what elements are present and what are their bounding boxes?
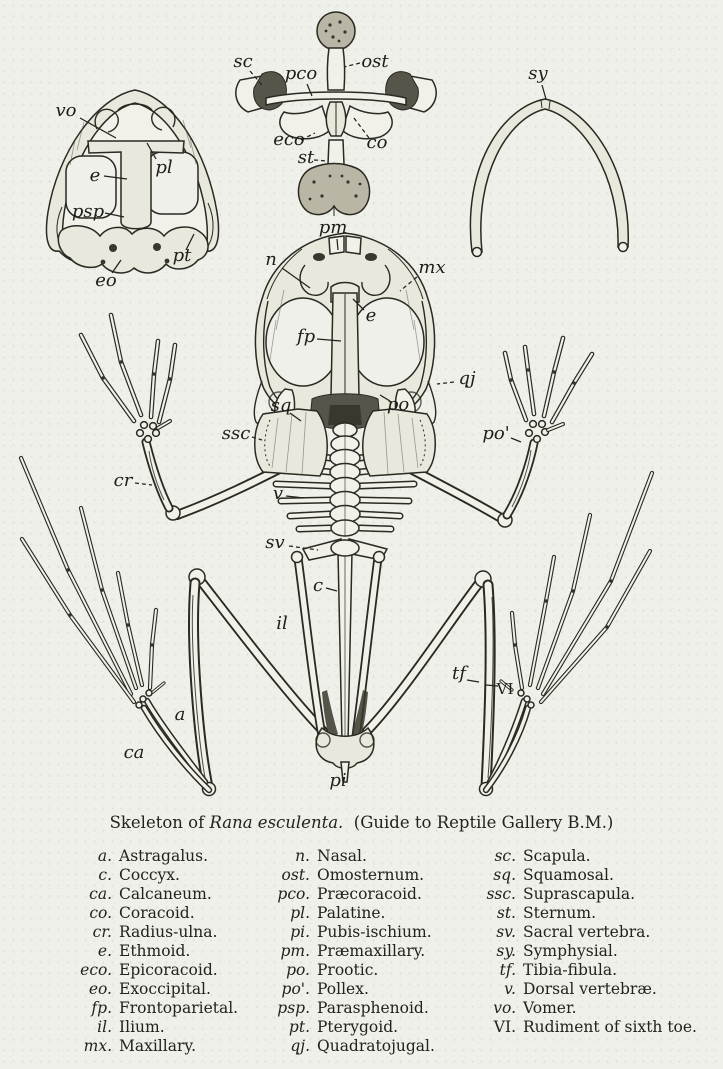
label-leader-line xyxy=(542,85,546,99)
legend-abbr: pm. xyxy=(280,942,310,960)
legend-abbr: fp. xyxy=(91,999,112,1017)
shoulder-girdle-drawing xyxy=(236,12,436,216)
legend-name: Sternum. xyxy=(523,904,597,922)
legend-name: Suprascapula. xyxy=(523,885,636,903)
figure-label-VI: VI xyxy=(496,680,514,698)
figure-label-pco: pco xyxy=(284,63,318,84)
legend-entry xyxy=(244,942,435,961)
legend-name: Parasphenoid. xyxy=(317,999,429,1017)
legend-entry xyxy=(244,866,435,885)
legend-abbr: VI. xyxy=(493,1018,516,1036)
legend-abbr: po. xyxy=(286,961,310,979)
legend-entry xyxy=(452,923,697,942)
figure-label-c: c xyxy=(312,575,324,596)
figure-label-a: a xyxy=(174,704,186,725)
legend-entry xyxy=(452,1018,697,1037)
figure-label-mx: mx xyxy=(418,257,446,278)
legend-entry xyxy=(44,923,238,942)
legend-abbr: n. xyxy=(295,847,310,865)
legend-entry xyxy=(44,942,238,961)
legend-abbr: sv. xyxy=(496,923,516,941)
legend-abbr: ca. xyxy=(89,885,112,903)
legend-entry xyxy=(44,866,238,885)
figure-label-pt: pt xyxy=(172,245,192,266)
legend-name: Astragalus. xyxy=(119,847,209,865)
label-leader-line xyxy=(511,438,521,442)
legend-abbr: qj. xyxy=(290,1037,310,1055)
main-skeleton-drawing xyxy=(21,233,652,796)
legend-name: Radius-ulna. xyxy=(119,923,218,941)
legend-name: Prootic. xyxy=(317,961,379,979)
legend-entry xyxy=(244,961,435,980)
legend-abbr: e. xyxy=(97,942,112,960)
figure-label-cr: cr xyxy=(113,470,133,491)
figure-label-ost: ost xyxy=(361,51,389,72)
legend-entry xyxy=(244,923,435,942)
legend-abbr: st. xyxy=(496,904,516,922)
figure-label-eco: eco xyxy=(273,129,305,150)
legend-abbr: vo. xyxy=(493,999,516,1017)
legend-name: Pollex. xyxy=(317,980,369,998)
caption-species-name: Rana esculenta. xyxy=(209,813,344,832)
legend-entry xyxy=(44,961,238,980)
legend-name: Sacral vertebra. xyxy=(523,923,651,941)
legend-abbr: a. xyxy=(97,847,112,865)
figure-label-e: e xyxy=(365,305,377,326)
caption-suffix: (Guide to Reptile Gallery B.M.) xyxy=(343,813,614,832)
legend-name: Exoccipital. xyxy=(119,980,211,998)
legend-name: Rudiment of sixth toe. xyxy=(523,1018,697,1036)
figure-label-fp: fp xyxy=(296,326,316,347)
figure-label-po: po' xyxy=(482,423,510,444)
legend-column-2 xyxy=(244,847,435,1056)
figure-label-ssc: ssc xyxy=(221,423,251,444)
label-leader-line xyxy=(344,63,360,67)
figure-label-pl: pl xyxy=(155,157,173,178)
figure-caption xyxy=(0,813,723,832)
legend-abbr: sq. xyxy=(493,866,516,884)
legend-entry xyxy=(44,904,238,923)
legend-name: Symphysial. xyxy=(523,942,618,960)
legend-abbr: po'. xyxy=(281,980,310,998)
legend-abbr: c. xyxy=(98,866,112,884)
figure-label-co: co xyxy=(366,132,388,153)
legend-name: Omosternum. xyxy=(317,866,425,884)
legend-entry xyxy=(452,904,697,923)
legend-abbr: pl. xyxy=(290,904,310,922)
legend-abbr: ssc. xyxy=(486,885,516,903)
legend-entry xyxy=(452,847,697,866)
figure-label-qj: qj xyxy=(458,368,476,389)
legend-name: Pubis-ischium. xyxy=(317,923,432,941)
label-leader-line xyxy=(135,483,152,485)
legend-name: Calcaneum. xyxy=(119,885,212,903)
figure-label-tf: tf xyxy=(452,663,466,684)
legend-name: Squamosal. xyxy=(523,866,614,884)
legend-entry xyxy=(244,904,435,923)
legend-name: Tibia-fibula. xyxy=(523,961,618,979)
legend-abbr: sc. xyxy=(494,847,516,865)
legend xyxy=(0,847,723,1062)
legend-entry xyxy=(452,866,697,885)
legend-name: Pterygoid. xyxy=(317,1018,399,1036)
legend-entry xyxy=(452,999,697,1018)
legend-name: Præcoracoid. xyxy=(317,885,422,903)
legend-abbr: sy. xyxy=(496,942,516,960)
label-leader-line xyxy=(314,160,327,161)
legend-abbr: pt. xyxy=(288,1018,310,1036)
legend-name: Coccyx. xyxy=(119,866,180,884)
mandible-drawing xyxy=(470,99,628,257)
legend-entry xyxy=(244,999,435,1018)
figure-label-st: st xyxy=(297,147,315,168)
legend-entry xyxy=(44,885,238,904)
pelvis-drawing xyxy=(292,540,385,782)
legend-name: Ilium. xyxy=(119,1018,165,1036)
legend-name: Vomer. xyxy=(523,999,577,1017)
figure-label-sq: sq xyxy=(270,395,292,416)
figure-label-ca: ca xyxy=(123,742,145,763)
legend-entry xyxy=(244,1018,435,1037)
label-leader-line xyxy=(437,382,454,384)
caption-prefix: Skeleton of xyxy=(109,813,210,832)
figure-label-v: v xyxy=(272,483,284,504)
legend-entry xyxy=(452,961,697,980)
legend-entry xyxy=(452,980,697,999)
legend-abbr: psp. xyxy=(277,999,310,1017)
figure-label-sy: sy xyxy=(528,63,548,84)
legend-name: Frontoparietal. xyxy=(119,999,239,1017)
legend-name: Dorsal vertebræ. xyxy=(523,980,657,998)
figure-label-sc: sc xyxy=(233,51,253,72)
legend-abbr: eo. xyxy=(88,980,112,998)
legend-name: Præmaxillary. xyxy=(317,942,426,960)
figure-label-psp: psp xyxy=(71,201,105,222)
legend-abbr: tf. xyxy=(499,961,516,979)
legend-abbr: pco. xyxy=(277,885,310,903)
legend-name: Scapula. xyxy=(523,847,591,865)
figure-label-vo: vo xyxy=(55,100,77,121)
figure-label-eo: eo xyxy=(95,270,117,291)
legend-entry xyxy=(44,1037,238,1056)
legend-abbr: il. xyxy=(97,1018,112,1036)
legend-abbr: co. xyxy=(89,904,112,922)
legend-column-3 xyxy=(452,847,697,1037)
legend-column-1 xyxy=(44,847,238,1056)
legend-abbr: pi. xyxy=(290,923,310,941)
legend-name: Maxillary. xyxy=(119,1037,197,1055)
legend-abbr: cr. xyxy=(92,923,112,941)
figure-label-po: po xyxy=(386,394,410,415)
legend-entry xyxy=(244,980,435,999)
legend-abbr: v. xyxy=(504,980,516,998)
legend-name: Nasal. xyxy=(317,847,367,865)
legend-entry xyxy=(244,1037,435,1056)
legend-entry xyxy=(244,885,435,904)
legend-abbr: mx. xyxy=(83,1037,112,1055)
figure-label-il: il xyxy=(276,613,288,634)
legend-entry xyxy=(44,980,238,999)
figure-label-sv: sv xyxy=(265,532,285,553)
legend-name: Quadratojugal. xyxy=(317,1037,435,1055)
label-leader-line xyxy=(467,680,479,682)
legend-name: Ethmoid. xyxy=(119,942,191,960)
legend-name: Coracoid. xyxy=(119,904,195,922)
figure-label-e: e xyxy=(89,165,101,186)
legend-name: Epicoracoid. xyxy=(119,961,218,979)
legend-entry xyxy=(44,847,238,866)
legend-abbr: ost. xyxy=(281,866,310,884)
legend-entry xyxy=(44,1018,238,1037)
legend-entry xyxy=(452,885,697,904)
legend-entry xyxy=(44,999,238,1018)
legend-entry xyxy=(244,847,435,866)
figure-label-n: n xyxy=(265,249,277,270)
legend-name: Palatine. xyxy=(317,904,386,922)
figure-label-pi: pi xyxy=(329,770,347,791)
legend-entry xyxy=(452,942,697,961)
label-leader-line xyxy=(326,588,337,591)
legend-abbr: eco. xyxy=(80,961,112,979)
figure-label-pm: pm xyxy=(318,217,348,238)
